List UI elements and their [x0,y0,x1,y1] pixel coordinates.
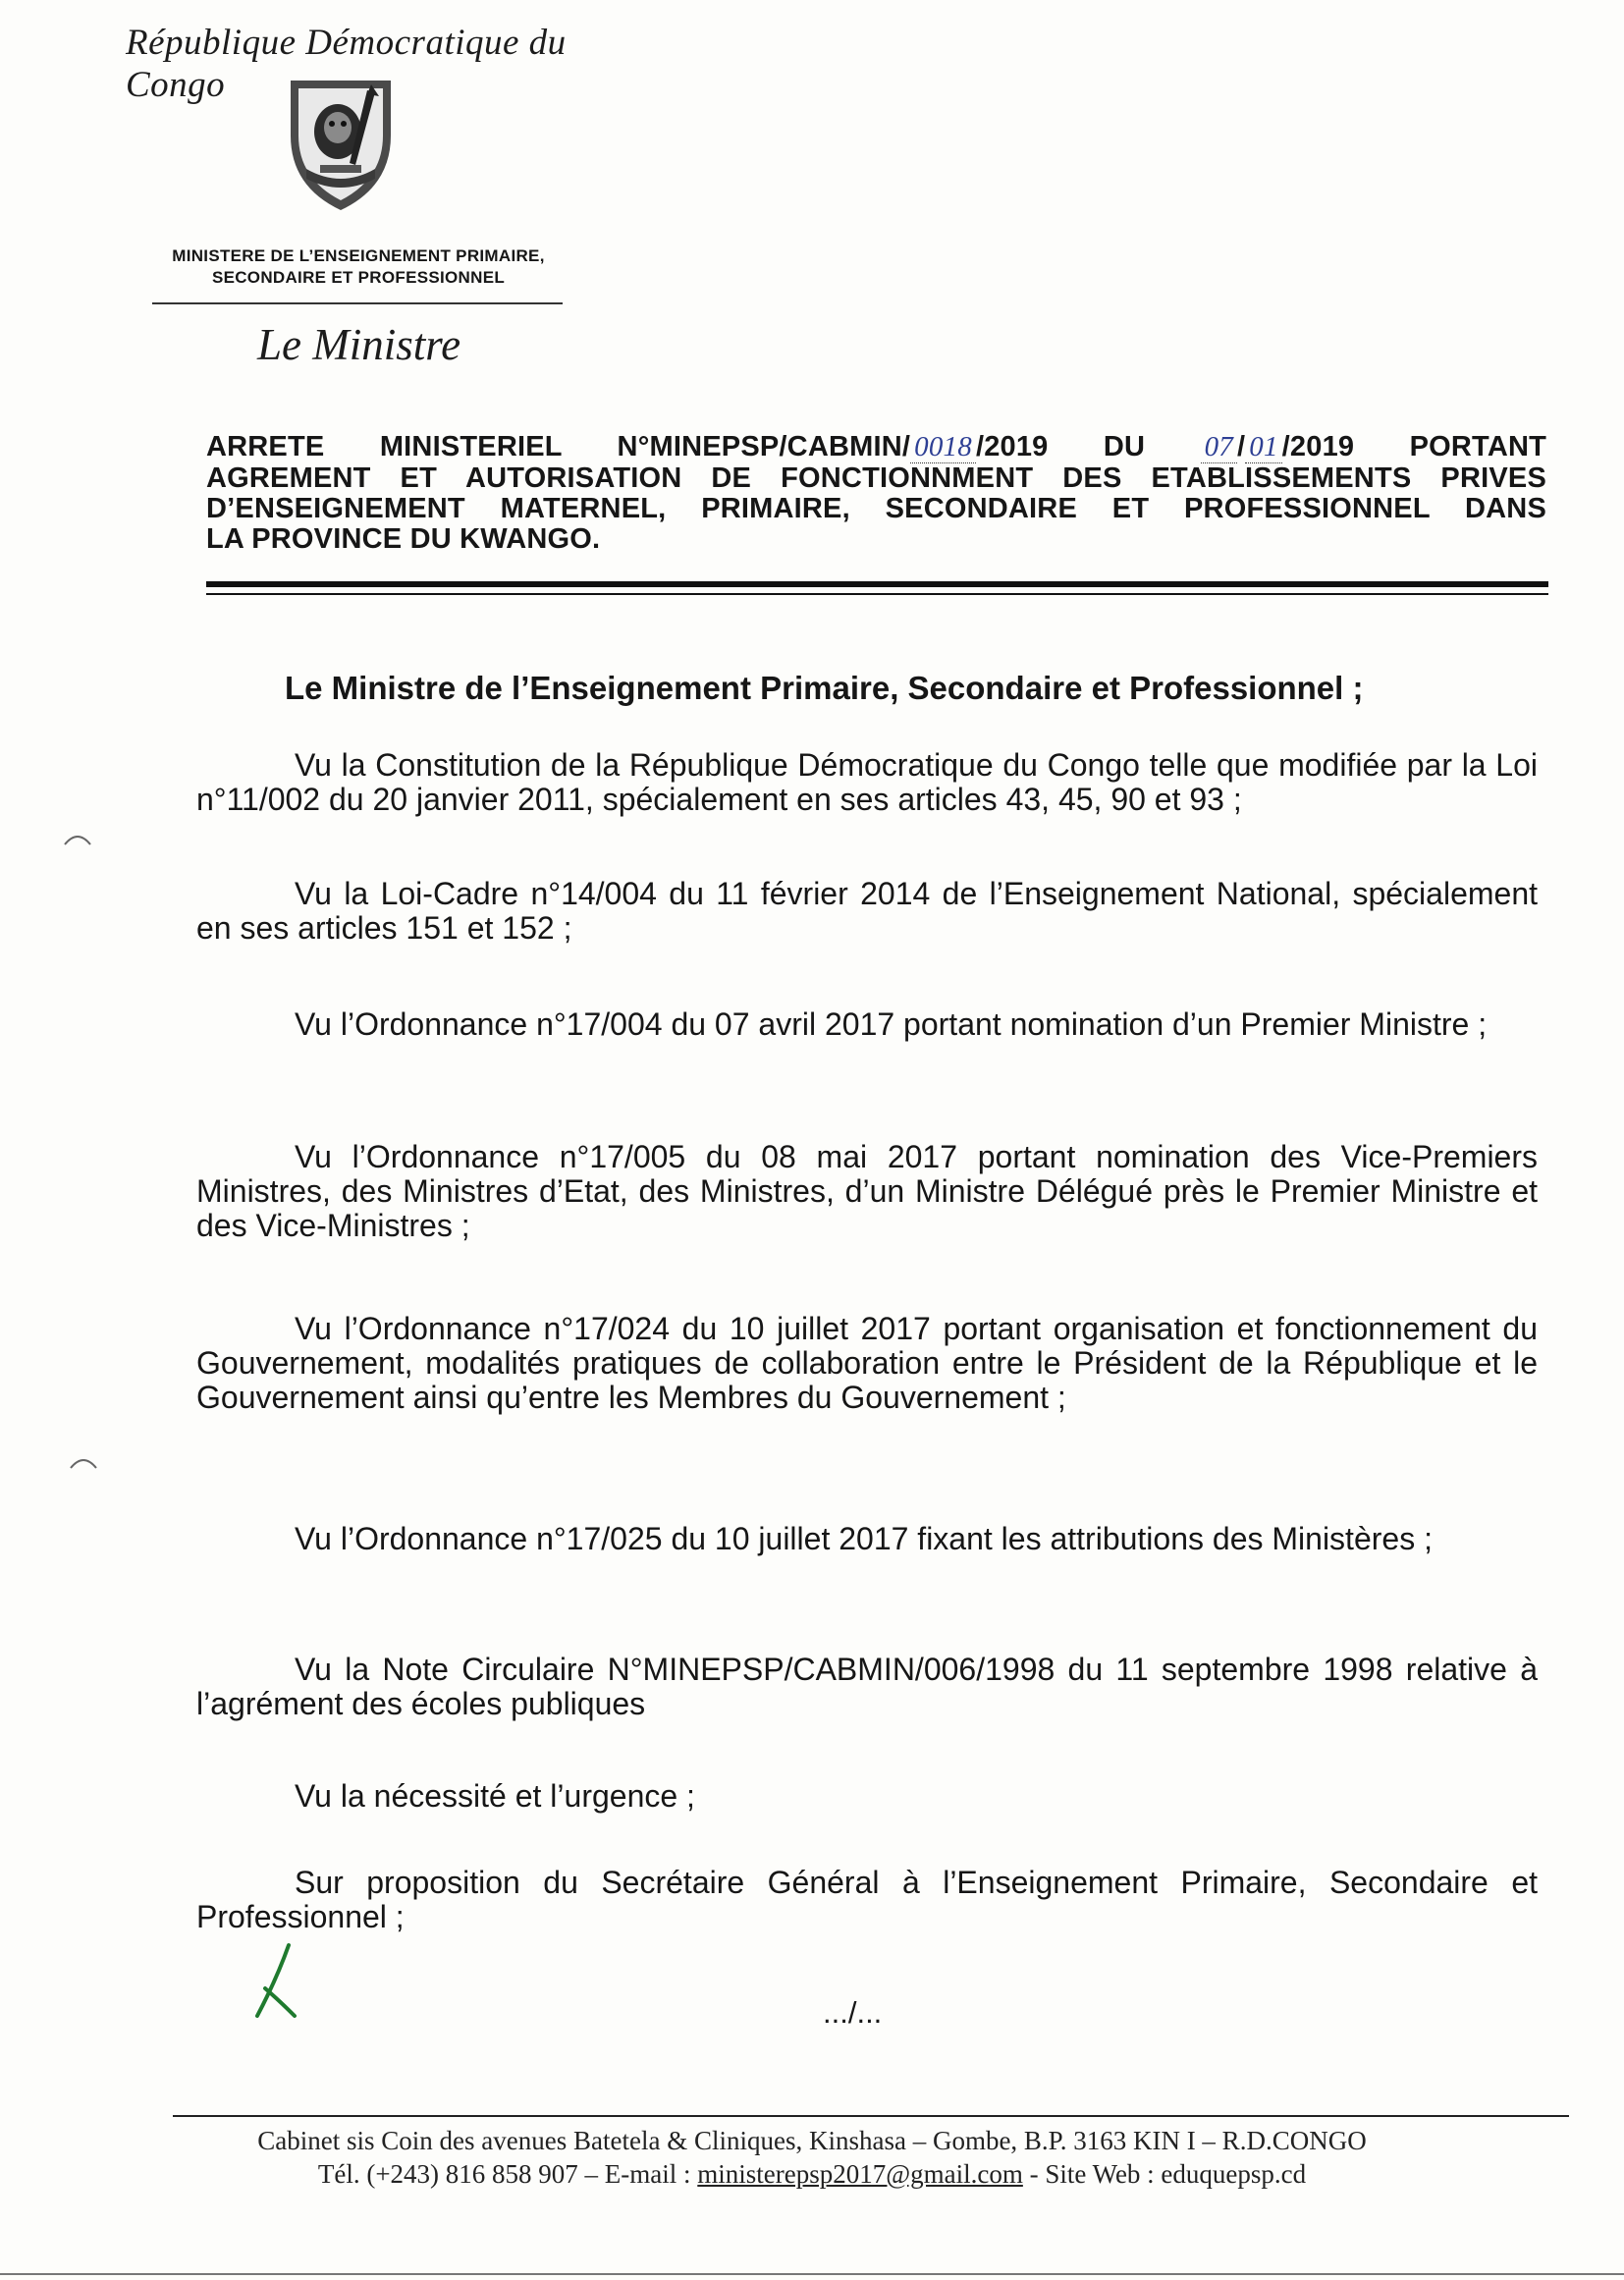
handwritten-month: 01 [1245,432,1281,463]
punch-hole-mark-icon [61,825,94,858]
ministry-line-2: SECONDAIRE ET PROFESSIONNEL [211,268,506,287]
continuation-mark: .../... [823,1995,883,2030]
page-bottom-edge [0,2273,1624,2275]
decree-title-line-3: D’ENSEIGNEMENT MATERNEL, PRIMAIRE, SECONDAIRE ET PROFESSIONNEL DANS [206,493,1546,524]
decree-title [206,432,1546,555]
handwritten-day: 07 [1201,432,1237,463]
recital-constitution: Vu la Constitution de la République Démocratique du Congo telle que modifiée par la Loi n°11/002 du 20 janvier 2011, spécialement en ses articles 43, 45, 90 et 93 ; [196,747,1538,817]
handwritten-decree-number: 0018 [910,432,976,463]
decree-title-line-1: ARRETE MINISTERIEL N°MINEPSP/CABMIN/ 0018 /2019 DU 07 / 01 /2019 PORTANT [206,431,1547,462]
footer-divider [173,2115,1569,2117]
ministry-line-1: MINISTERE DE L’ENSEIGNEMENT PRIMAIRE, [172,246,545,265]
office-title: Le Ministre [257,320,461,369]
recital-ordonnance-17-005: Vu l’Ordonnance n°17/005 du 08 mai 2017 portant nomination des Vice-Premiers Ministres, des Ministres d’Etat, des Ministres, d’un Ministre Délégué près le Premier Ministre et des Vice-Ministres ; [196,1139,1538,1243]
recital-proposition: Sur proposition du Secrétaire Général à l’Enseignement Primaire, Secondaire et Professionnel ; [196,1865,1538,1934]
title-rule-thin [206,593,1548,595]
recital-loi-cadre: Vu la Loi-Cadre n°14/004 du 11 février 2014 de l’Enseignement National, spécialement en ses articles 151 et 152 ; [196,876,1538,946]
punch-hole-mark-icon [67,1448,100,1482]
minister-heading: Le Ministre de l’Enseignement Primaire, Secondaire et Professionnel ; [285,670,1364,706]
recital-ordonnance-17-004: Vu l’Ordonnance n°17/004 du 07 avril 2017 portant nomination d’un Premier Ministre ; [295,1006,1488,1042]
republic-name: République Démocratique du Congo [126,23,567,105]
decree-title-line-4: LA PROVINCE DU KWANGO. [206,523,601,555]
footer-email-link[interactable]: ministerepsp2017@gmail.com [697,2159,1023,2189]
coat-of-arms-icon [277,71,405,216]
initials-mark [245,1939,314,2028]
footer-contact [147,2158,1477,2190]
letterhead-divider [152,302,563,304]
recital-urgence: Vu la nécessité et l’urgence ; [295,1778,695,1814]
footer-address: Cabinet sis Coin des avenues Batetela & Cliniques, Kinshasa – Gombe, B.P. 3163 KIN I – R.D.CONGO [257,2126,1367,2155]
ministry-name [137,245,579,289]
recital-ordonnance-17-025: Vu l’Ordonnance n°17/025 du 10 juillet 2017 fixant les attributions des Ministères ; [295,1521,1433,1556]
title-rule-thick [206,581,1548,587]
recital-note-circulaire: Vu la Note Circulaire N°MINEPSP/CABMIN/006/1998 du 11 septembre 1998 relative à l’agrément des écoles publiques [196,1652,1538,1721]
recital-ordonnance-17-024: Vu l’Ordonnance n°17/024 du 10 juillet 2017 portant organisation et fonctionnement du Gouvernement, modalités pratiques de collaboration entre le Président de la République et le Gouvernement ainsi qu’entre les Membres du Gouvernement ; [196,1311,1538,1415]
footer-website: - Site Web : eduquepsp.cd [1022,2159,1307,2189]
footer-tel: Tél. (+243) 816 858 907 – E-mail : [317,2159,698,2189]
decree-title-line-2: AGREMENT ET AUTORISATION DE FONCTIONNMENT DES ETABLISSEMENTS PRIVES [206,462,1546,494]
